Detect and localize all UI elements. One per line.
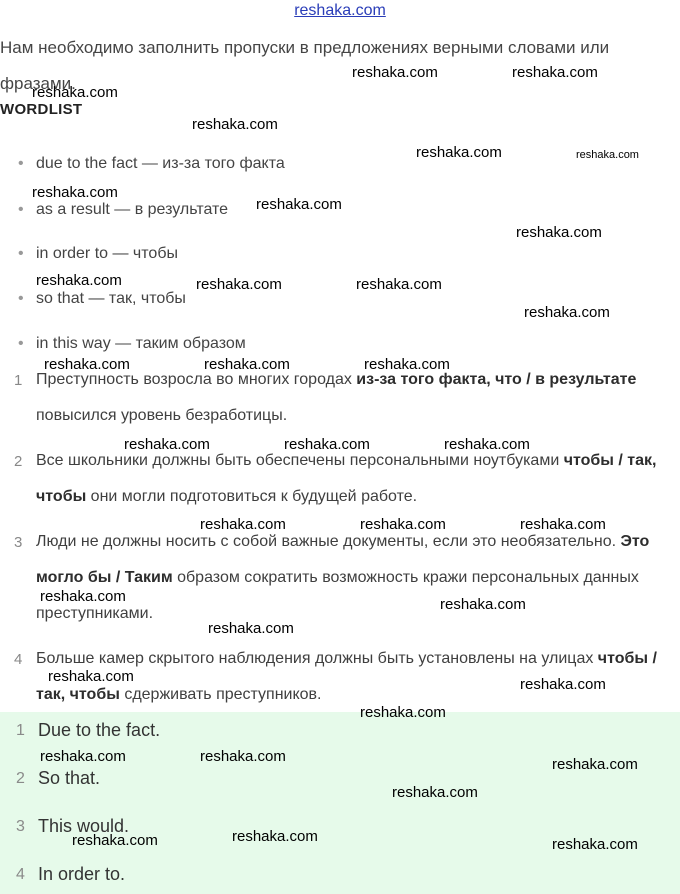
watermark: reshaka.com	[232, 828, 318, 845]
exercise-text: Больше камер скрытого наблюдения должны быть установлены на улицах чтобы / так, чтобы сдерживать преступников.	[36, 650, 657, 703]
wordlist-item-text: as a result — в результате	[36, 201, 229, 218]
exercise-text: Преступность возросла во многих городах из-за того факта, что / в результате повысился уровень безработицы.	[36, 371, 637, 424]
watermark: reshaka.com	[512, 64, 598, 81]
exercise-text: Люди не должны носить с собой важные документы, если это необязательно. Это могло бы / Таким образом сократить возможность кражи персональных данных преступниками.	[36, 533, 650, 622]
exercise-text: Все школьники должны быть обеспечены персональными ноутбуками чтобы / так, чтобы они могли подготовиться к будущей работе.	[36, 452, 657, 505]
watermark: reshaka.com	[440, 596, 526, 613]
bullet-icon: •	[18, 245, 24, 262]
watermark: reshaka.com	[552, 756, 638, 773]
exercise-number: 1	[14, 372, 23, 389]
watermark: reshaka.com	[36, 272, 122, 289]
exercise-number: 4	[14, 651, 23, 668]
watermark: reshaka.com	[552, 836, 638, 853]
answer-text: In order to.	[38, 864, 126, 884]
watermark: reshaka.com	[524, 304, 610, 321]
watermark: reshaka.com	[192, 116, 278, 133]
wordlist-item	[18, 155, 285, 173]
answer-number: 2	[16, 770, 25, 787]
watermark: reshaka.com	[360, 704, 446, 721]
watermark: reshaka.com	[208, 620, 294, 637]
bullet-icon: •	[18, 155, 24, 172]
watermark: reshaka.com	[200, 516, 286, 533]
wordlist-item-text: in order to — чтобы	[36, 245, 178, 262]
watermark: reshaka.com	[416, 144, 502, 161]
bullet-icon: •	[18, 290, 24, 307]
wordlist-item	[18, 290, 186, 308]
watermark: reshaka.com	[576, 149, 639, 161]
watermark: reshaka.com	[256, 196, 342, 213]
watermark: reshaka.com	[32, 84, 118, 101]
bullet-icon: •	[18, 201, 24, 218]
exercise-number: 2	[14, 453, 23, 470]
watermark: reshaka.com	[44, 356, 130, 373]
watermark: reshaka.com	[72, 832, 158, 849]
watermark: reshaka.com	[520, 676, 606, 693]
answer-number: 3	[16, 818, 25, 835]
watermark: reshaka.com	[200, 748, 286, 765]
watermark: reshaka.com	[356, 276, 442, 293]
watermark: reshaka.com	[124, 436, 210, 453]
wordlist-item	[18, 201, 228, 219]
wordlist-item-text: due to the fact — из-за того факта	[36, 155, 285, 172]
watermark: reshaka.com	[196, 276, 282, 293]
watermark: reshaka.com	[40, 588, 126, 605]
wordlist-item	[18, 335, 246, 353]
watermark: reshaka.com	[40, 748, 126, 765]
watermark: reshaka.com	[284, 436, 370, 453]
watermark: reshaka.com	[48, 668, 134, 685]
wordlist-item-text: so that — так, чтобы	[36, 290, 186, 307]
intro-text: Нам необходимо заполнить пропуски в предложениях верными словами или фразами.	[0, 38, 610, 93]
watermark: reshaka.com	[444, 436, 530, 453]
watermark: reshaka.com	[32, 184, 118, 201]
answer-text: So that.	[38, 768, 101, 788]
watermark: reshaka.com	[364, 356, 450, 373]
answer-number: 4	[16, 866, 25, 883]
watermark: reshaka.com	[360, 516, 446, 533]
exercise-number: 3	[14, 534, 23, 551]
watermark: reshaka.com	[520, 516, 606, 533]
watermark: reshaka.com	[204, 356, 290, 373]
wordlist-item	[18, 245, 178, 263]
bullet-icon: •	[18, 335, 24, 352]
watermark: reshaka.com	[352, 64, 438, 81]
answer-number: 1	[16, 722, 25, 739]
answer-text: Due to the fact.	[38, 720, 161, 740]
answer-text: This would.	[38, 816, 130, 836]
wordlist-item-text: in this way — таким образом	[36, 335, 246, 352]
site-link[interactable]: reshaka.com	[294, 2, 386, 19]
wordlist-title: WORDLIST	[0, 101, 83, 118]
watermark: reshaka.com	[516, 224, 602, 241]
watermark: reshaka.com	[392, 784, 478, 801]
